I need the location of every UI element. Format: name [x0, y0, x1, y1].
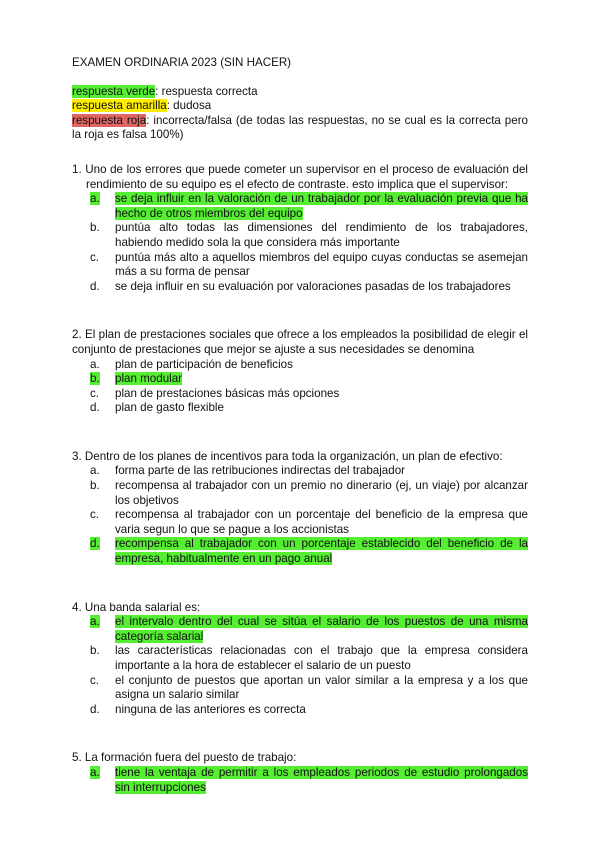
option-letter: [72, 358, 115, 373]
option-letter: [72, 401, 115, 416]
option-text: [115, 401, 528, 416]
option-letter-text: c.: [90, 508, 100, 522]
option-letter: [72, 615, 115, 644]
option-letter-text: c.: [90, 673, 100, 687]
option-letter-text: d.: [90, 702, 100, 716]
option-a: [72, 464, 528, 479]
option-text: [115, 508, 528, 537]
option-text-content: puntúa más alto a aquellos miembros del equipo cuyas conductas se asemejan más a su forma de pensar: [115, 250, 528, 279]
option-text-content: plan de participación de beneficios: [115, 357, 293, 371]
option-text-content: se deja influir en su evaluación por valoraciones pasadas de los trabajadores: [115, 279, 511, 293]
option-list: [72, 766, 528, 795]
question-1: [72, 163, 528, 308]
option-letter-text: d.: [90, 537, 100, 551]
question-spacer: [72, 294, 528, 308]
option-text-content: recompensa al trabajador con un premio no dinerario (ej, un viaje) por alcanzar los objetivos: [115, 479, 528, 507]
legend-yellow-label: respuesta amarilla: [72, 99, 167, 113]
option-b: [72, 372, 528, 387]
question-text: 5. La formación fuera del puesto de trabajo:: [72, 751, 297, 765]
question-4: [72, 601, 528, 732]
option-letter: [72, 192, 115, 221]
option-letter: [72, 479, 115, 508]
option-letter-text: d.: [90, 401, 100, 415]
option-text: [115, 703, 528, 718]
question-text: 1. Uno de los errores que puede cometer un supervisor en el proceso de evaluación del rendimiento de su equipo es el efecto de contraste. esto implica que el supervisor:: [72, 162, 528, 191]
legend-green-label: respuesta verde: [72, 84, 156, 98]
option-text-content: plan de prestaciones básicas más opciones: [115, 386, 340, 400]
option-d: [72, 280, 528, 295]
legend-yellow-text: : dudosa: [166, 99, 212, 113]
option-letter: [72, 251, 115, 280]
option-list: [72, 358, 528, 416]
option-text-content: ninguna de las anteriores es correcta: [115, 702, 306, 716]
option-letter: [72, 387, 115, 402]
option-text: [115, 387, 528, 402]
option-letter-text: a.: [90, 615, 100, 629]
option-text: [115, 280, 528, 295]
legend-red-text: : incorrecta/falsa (de todas las respuestas, no se cual es la correcta pero la roja es falsa 100%): [72, 113, 529, 142]
option-list: [72, 615, 528, 717]
option-letter: [72, 674, 115, 703]
option-text-content: se deja influir en la valoración de un trabajador por la evaluación previa que ha hecho de otros miembros del equipo: [115, 192, 528, 220]
question-2: [72, 328, 528, 430]
option-d: [72, 703, 528, 718]
option-text-content: forma parte de las retribuciones indirectas del trabajador: [115, 464, 405, 478]
option-text-content: el conjunto de puestos que aportan un valor similar a la empresa y a los que asigna un salario similar: [115, 673, 528, 702]
document-title: EXAMEN ORDINARIA 2023 (SIN HACER): [72, 56, 292, 69]
color-legend: [72, 85, 528, 143]
question-text: 3. Dentro de los planes de incentivos para toda la organización, un plan de efectivo:: [72, 449, 503, 463]
option-letter-text: c.: [90, 386, 100, 400]
option-text: [115, 644, 528, 673]
option-c: [72, 387, 528, 402]
option-letter-text: a.: [90, 357, 100, 371]
question-spacer: [72, 416, 528, 430]
option-letter-text: b.: [90, 221, 100, 235]
legend-yellow: [72, 99, 528, 114]
legend-red-label: respuesta roja: [72, 113, 147, 127]
option-letter-text: a.: [90, 464, 100, 478]
option-text: [115, 766, 528, 795]
option-text: [115, 192, 528, 221]
option-list: [72, 464, 528, 566]
option-letter-text: b.: [90, 372, 100, 386]
option-b: [72, 644, 528, 673]
question-text: 2. El plan de prestaciones sociales que ofrece a los empleados la posibilidad de elegir el conjunto de prestaciones que mejor se ajuste a sus necesidades se denomina: [72, 328, 528, 356]
option-c: [72, 251, 528, 280]
option-letter: [72, 703, 115, 718]
option-text: [115, 615, 528, 644]
document-page: [72, 56, 528, 795]
option-letter: [72, 508, 115, 537]
question-spacer: [72, 567, 528, 581]
option-text: [115, 358, 528, 373]
option-letter-text: b.: [90, 644, 100, 658]
option-text-content: las características relacionadas con el trabajo que la empresa considera importante a la hora de establecer el salario de un puesto: [115, 644, 528, 672]
option-text-content: plan de gasto flexible: [115, 401, 224, 415]
option-a: [72, 766, 528, 795]
option-a: [72, 192, 528, 221]
option-c: [72, 508, 528, 537]
option-b: [72, 221, 528, 250]
option-d: [72, 537, 528, 566]
option-text-content: plan modular: [115, 372, 183, 386]
question-5: [72, 751, 528, 795]
option-text: [115, 372, 528, 387]
option-letter: [72, 464, 115, 479]
option-letter: [72, 372, 115, 387]
option-a: [72, 358, 528, 373]
option-b: [72, 479, 528, 508]
option-text-content: recompensa al trabajador con un porcentaje establecido del beneficio de la empresa, habitualmente en un pago anual: [115, 537, 528, 566]
option-text: [115, 221, 528, 250]
question-spacer: [72, 717, 528, 731]
option-letter: [72, 537, 115, 566]
option-letter-text: a.: [90, 192, 100, 206]
question-text: 4. Una banda salarial es:: [72, 600, 201, 614]
option-d: [72, 401, 528, 416]
option-letter-text: a.: [90, 765, 100, 779]
option-text-content: puntúa alto todas las dimensiones del rendimiento de los trabajadores, habiendo medido sola la que considera más importante: [115, 221, 528, 249]
question-3: [72, 450, 528, 581]
option-list: [72, 192, 528, 294]
option-text: [115, 251, 528, 280]
option-text: [115, 479, 528, 508]
option-text: [115, 537, 528, 566]
option-c: [72, 674, 528, 703]
option-text: [115, 464, 528, 479]
legend-green: [72, 85, 528, 100]
option-a: [72, 615, 528, 644]
option-letter: [72, 280, 115, 295]
option-text-content: recompensa al trabajador con un porcentaje del beneficio de la empresa que varia segun lo que se pague a los accionistas: [115, 508, 528, 536]
option-letter-text: b.: [90, 479, 100, 493]
option-text-content: tiene la ventaja de permitir a los empleados periodos de estudio prolongados sin interrupciones: [115, 765, 528, 794]
option-letter-text: d.: [90, 279, 100, 293]
option-letter: [72, 766, 115, 795]
option-letter-text: c.: [90, 250, 100, 264]
option-letter: [72, 644, 115, 673]
legend-green-text: : respuesta correcta: [155, 84, 258, 98]
legend-red: [72, 114, 528, 143]
option-text-content: el intervalo dentro del cual se sitúa el salario de los puestos de una misma categoría salarial: [115, 615, 528, 643]
question-list: [72, 163, 528, 795]
option-letter: [72, 221, 115, 250]
option-text: [115, 674, 528, 703]
